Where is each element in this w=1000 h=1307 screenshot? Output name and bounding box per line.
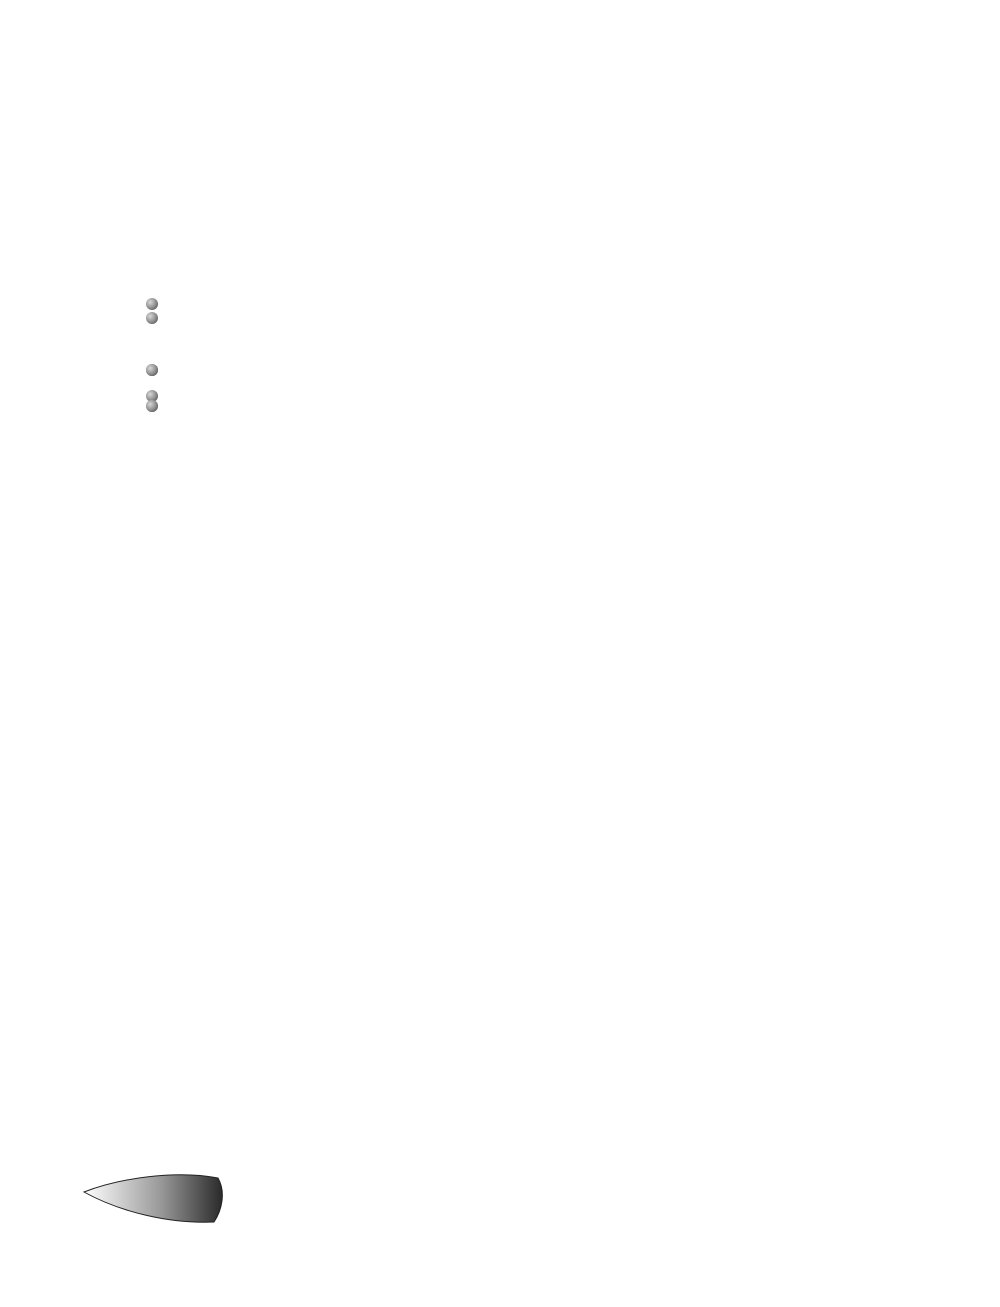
text-line: [172, 300, 902, 336]
bullet-icon: [146, 364, 158, 376]
list-item: [132, 300, 902, 336]
top-leaf-border: [0, 74, 1000, 110]
bottom-leaf-border: [0, 1170, 1000, 1234]
answers-content: [132, 274, 902, 388]
page-number-leaf-icon: [84, 1175, 222, 1222]
bullet-icon: [146, 312, 158, 324]
bullet-icon: [146, 400, 158, 412]
